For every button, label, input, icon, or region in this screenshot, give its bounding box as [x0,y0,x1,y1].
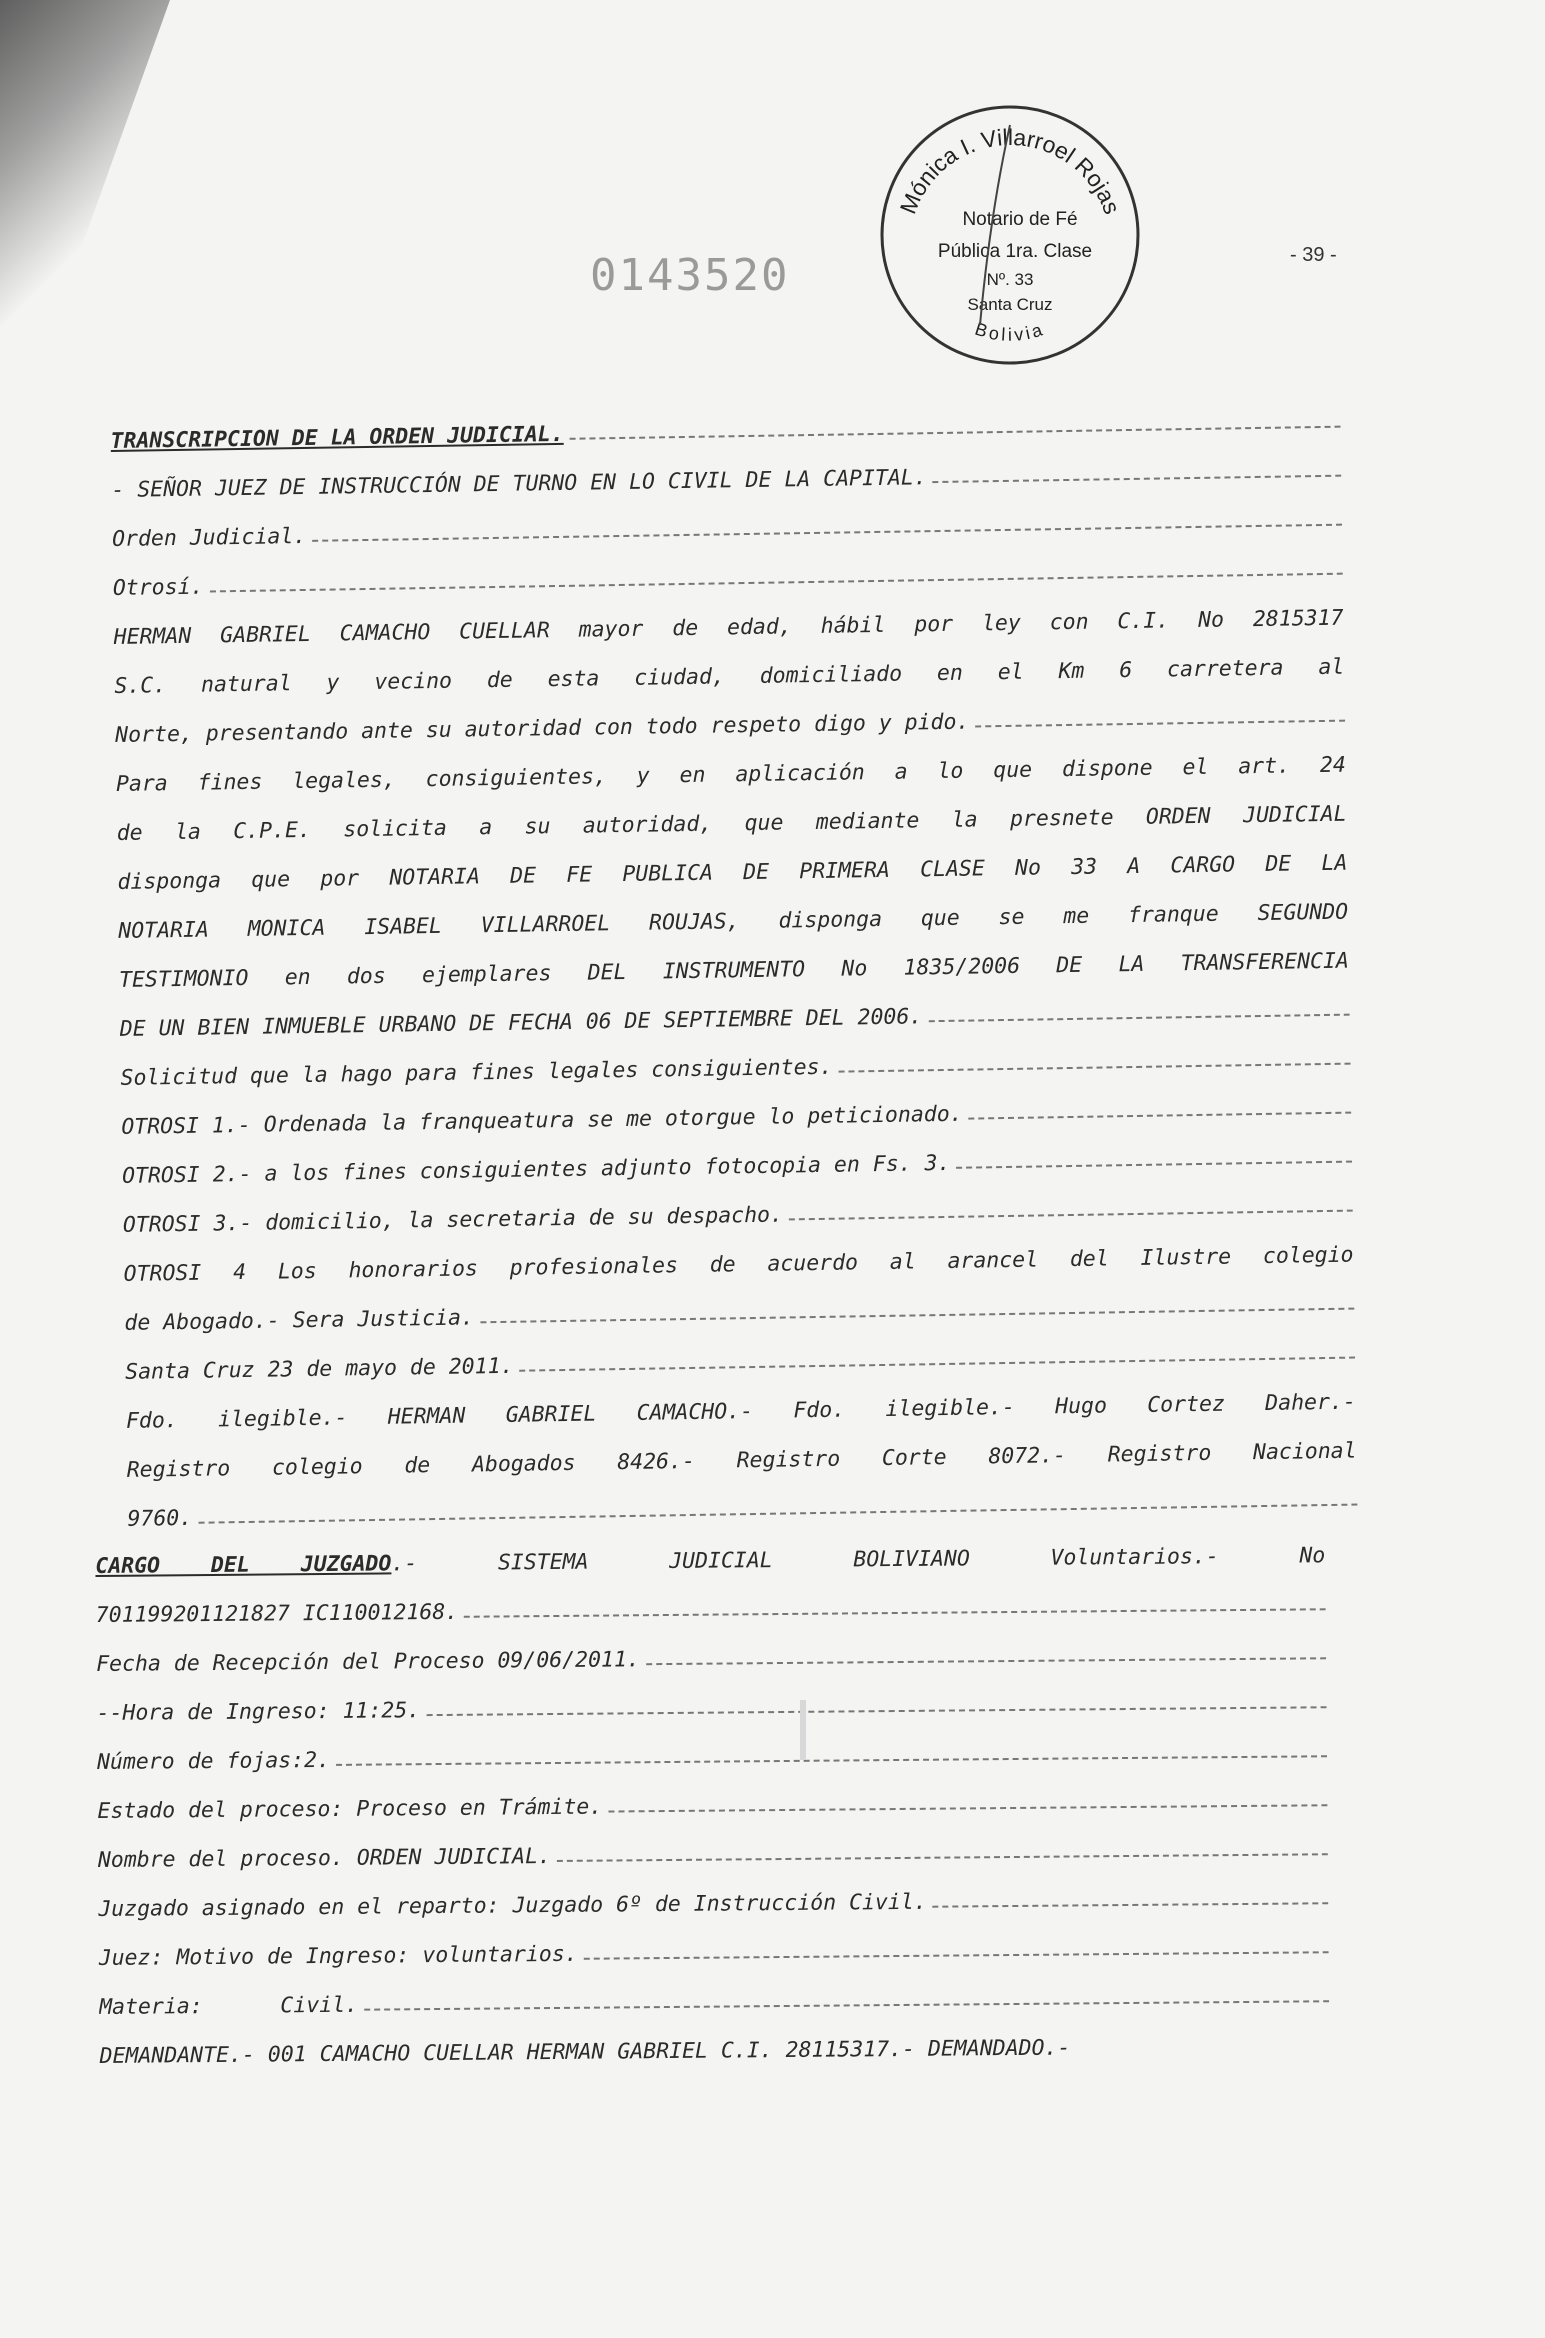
stamp-line-1: Notario de Fé [962,209,1078,230]
section-title: TRANSCRIPCION DE LA ORDEN JUDICIAL. [110,386,1341,454]
text-line: Santa Cruz 23 de mayo de 2011. [125,1317,1356,1385]
text-line: DE UN BIEN INMUEBLE URBANO DE FECHA 06 DE SEPTIEMBRE DEL 2006. [119,974,1350,1042]
document-number: 0143520 [590,250,790,301]
cargo-line: Materia: Civil. [99,1960,1329,2020]
cargo-line: Juzgado asignado en el reparto: Juzgado 6º de Instrucción Civil. [98,1862,1328,1922]
cargo-line: Nombre del proceso. ORDEN JUDICIAL. [98,1813,1328,1873]
svg-text:Bolivia [972,319,1047,345]
svg-text:Mónica I. Villarroel Rojas [895,124,1126,217]
page-number: - 39 - [1290,244,1337,266]
text-line: - SEÑOR JUEZ DE INSTRUCCIÓN DE TURNO EN LO CIVIL DE LA CAPITAL. [111,435,1342,503]
cargo-line: Juez: Motivo de Ingreso: voluntarios. [98,1911,1328,1971]
notary-stamp [870,95,1150,375]
cargo-line: Fecha de Recepción del Proceso 09/06/2011. [96,1617,1326,1677]
cargo-line: --Hora de Ingreso: 11:25. [96,1666,1326,1726]
cargo-line: DEMANDANTE.- 001 CAMACHO CUELLAR HERMAN GABRIEL C.I. 28115317.- DEMANDADO.- [99,2035,1071,2069]
text-line: Registro colegio de Abogados 8426.- Registro Corte 8072.- Registro Nacional [126,1438,1357,1483]
stamp-line-2: Pública 1ra. Clase [937,241,1093,262]
text-line: Fdo. ilegible.- HERMAN GABRIEL CAMACHO.- Fdo. ilegible.- Hugo Cortez Daher.- [125,1389,1357,1434]
transcription-body [110,386,1358,1532]
text-line: 9760. [127,1464,1358,1532]
text-line: TESTIMONIO en dos ejemplares DEL INSTRUMENTO No 1835/2006 DE LA TRANSFERENCIA [118,948,1350,993]
stamp-line-3: Nº. 33 [986,270,1034,289]
stamp-line-4: Santa Cruz [967,295,1053,314]
cargo-line: 701199201121827 IC110012168. [95,1568,1325,1628]
text-line: S.C. natural y vecino de esta ciudad, domiciliado en el Km 6 carretera al [114,654,1345,699]
cargo-line: Estado del proceso: Proceso en Trámite. [97,1764,1327,1824]
paper-smudge [800,1700,806,1760]
text-line: Orden Judicial. [112,484,1343,552]
text-line: OTROSI 1.- Ordenada la franqueatura se me otorgue lo peticionado. [121,1072,1352,1140]
cargo-line: Número de fojas:2. [97,1715,1327,1775]
cargo-section [95,1519,1330,2069]
text-line: NOTARIA MONICA ISABEL VILLARROEL ROUJAS, disponga que se me franque SEGUNDO [118,899,1349,944]
text-line: de la C.P.E. solicita a su autoridad, que mediante la presnete ORDEN JUDICIAL [116,801,1347,846]
text-line: Para fines legales, consiguientes, y en aplicación a lo que dispone el art. 24 [115,752,1347,797]
text-line: disponga que por NOTARIA DE FE PUBLICA DE PRIMERA CLASE No 33 A CARGO DE LA [117,850,1348,895]
text-line: HERMAN GABRIEL CAMACHO CUELLAR mayor de edad, hábil por ley con C.I. No 2815317 [113,605,1344,650]
text-line: Norte, presentando ante su autoridad con todo respeto digo y pido. [115,680,1346,748]
text-line: Solicitud que la hago para fines legales consiguientes. [120,1023,1351,1091]
page-corner-shadow [0,0,170,380]
stamp-name-arc: Mónica I. Villarroel Rojas [894,123,1126,218]
stamp-country-arc: Bolivia [972,318,1048,345]
text-line: OTROSI 3.- domicilio, la secretaria de su despacho. [122,1170,1353,1238]
cargo-title: CARGO DEL JUZGADO [95,1551,392,1579]
text-line: OTROSI 2.- a los fines consiguientes adjunto fotocopia en Fs. 3. [122,1121,1353,1189]
text-line: OTROSI 4 Los honorarios profesionales de acuerdo al arancel del Ilustre colegio [123,1242,1354,1287]
cargo-header-line: CARGO DEL JUZGADO.- SISTEMA JUDICIAL BOLIVIANO Voluntarios.- No [95,1543,1326,1579]
text-line: de Abogado.- Sera Justicia. [124,1268,1355,1336]
text-line: Otrosí. [112,533,1343,601]
